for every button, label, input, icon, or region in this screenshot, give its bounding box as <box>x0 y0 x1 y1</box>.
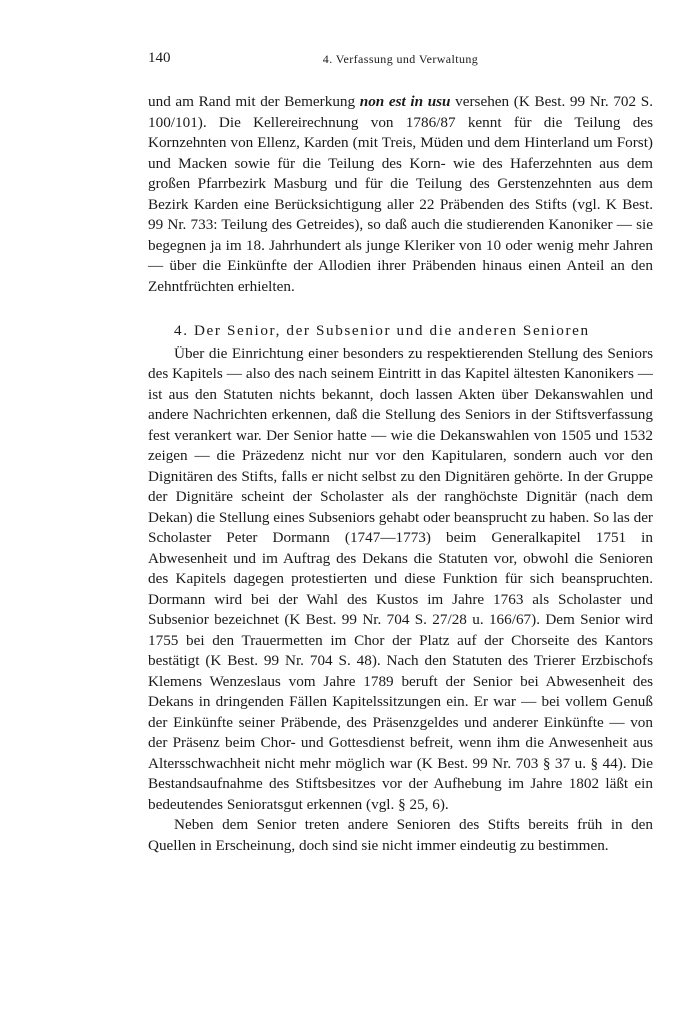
section-paragraph-1: Über die Einrichtung einer besonders zu respektierenden Stellung des Seniors des Kapitels — also des nach seinem Eintritt in das Kapitel ältesten Kanonikers — ist aus den Statuten nichts bekannt, doch lassen Akten über Dekanswahlen und andere Nachrichten erkennen, daß die Stellung des Seniors in der Stiftsverfassung fest verankert war. Der Senior hatte — wie die Dekanswahlen von 1505 und 1532 zeigen — die Präzedenz nicht nur vor den Kapitularen, sondern auch vor den Dignitären des Stifts, falls er nicht selbst zu den Dignitären gehörte. In der Gruppe der Dignitäre scheint der Scholaster als der ranghöchste Dignitär (nach dem Dekan) die Stellung eines Subseniors gehabt oder beansprucht zu haben. So las der Scholaster Peter Dormann (1747—1773) beim Generalkapitel 1751 in Abwesenheit und im Auftrag des Dekans die Statuten vor, obwohl die Senioren des Kapitels dagegen protestierten und diese Funktion für sich beanspruchten. Dormann wird bei der Wahl des Kustos im Jahre 1763 als Scholaster und Subsenior bezeichnet (K Best. 99 Nr. 704 S. 27/28 u. 166/67). Dem Senior wird 1755 bei den Trauermetten im Chor der Platz auf der Chorseite des Kantors bestätigt (K Best. 99 Nr. 704 S. 48). Nach den Statuten des Trierer Erzbischofs Klemens Wenzeslaus vom Jahre 1789 beruft der Senior bei Abwesenheit des Dekans in dringenden Fällen Kapitelssitzungen ein. Er war — bei vollem Genuß der Einkünfte seiner Präbende, des Präsenzgeldes und anderer Einkünfte — von der Präsenz beim Chor- und Gottesdienst befreit, wenn ihm die Anwesenheit aus Altersschwachheit nicht mehr möglich war (K Best. 99 Nr. 703 § 37 u. § 44). Die Bestandsaufnahme des Stiftsbesitzes vor der Aufhebung im Jahre 1802 läßt ein bedeutendes Senioratsgut erkennen (vgl. § 25, 6). <box>148 344 653 813</box>
section-paragraph-2: Neben dem Senior treten andere Senioren des Stifts bereits früh in den Quellen in Erscheinung, doch sind sie nicht immer eindeutig zu bestimmen. <box>148 816 653 854</box>
running-title: 4. Verfassung und Verwaltung <box>322 52 479 66</box>
intro-paragraph <box>148 92 653 297</box>
running-header <box>148 50 653 74</box>
latin-emphasis: non est in usu <box>359 93 451 110</box>
page-number: 140 <box>148 50 171 66</box>
section-heading: 4. Der Senior, der Subsenior und die anderen Senioren <box>174 322 590 339</box>
intro-text-start: und am Rand mit der Bemerkung <box>148 93 360 110</box>
document-page <box>148 50 653 856</box>
intro-text-end: versehen (K Best. 99 Nr. 702 S. 100/101). Die Kellereirechnung von 1786/87 kennt für die Teilung des Kornzehnten von Ellenz, Karden (mit Treis, Müden und dem Hinterland um Forst) und Macken sowie für die Teilung des Korn- wie des Haferzehnten aus dem großen Pfarrbezirk Masburg und für die Teilung des Gerstenzehnten aus dem Bezirk Karden eine Berücksichtigung aller 22 Präbenden des Stifts (vgl. K Best. 99 Nr. 733: Teilung des Getreides), so daß auch die studierenden Kanoniker — sie begegnen ja im 18. Jahrhundert als junge Kleriker von 10 oder wenig mehr Jahren — über die Einkünfte der Allodien ihrer Präbenden hinaus einen Anteil an den Zehntfrüchten erhielten. <box>148 93 653 295</box>
